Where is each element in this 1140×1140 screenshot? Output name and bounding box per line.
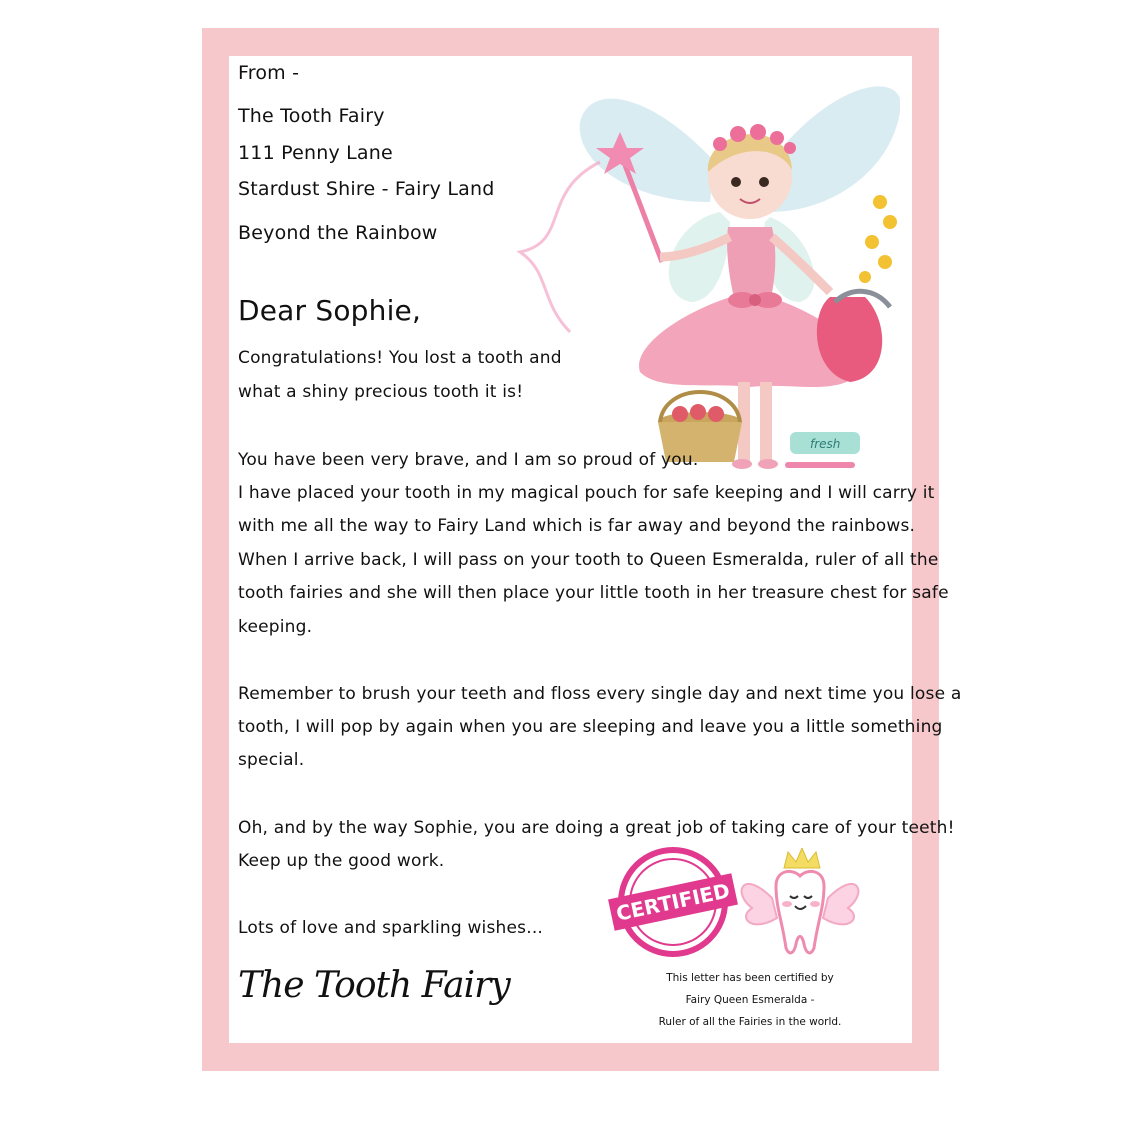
paragraph-line: When I arrive back, I will pass on your tooth to Queen Esmeralda, ruler of all the <box>238 550 939 570</box>
paragraph-line: You have been very brave, and I am so proud of you. <box>238 450 699 470</box>
paragraph-line: keeping. <box>238 617 313 637</box>
tooth-fairy-icon <box>732 848 868 960</box>
paragraph-line: Keep up the good work. <box>238 851 445 871</box>
certification-line: This letter has been certified by <box>666 972 834 984</box>
certification-line: Fairy Queen Esmeralda - <box>685 994 815 1006</box>
crown-icon <box>784 848 820 868</box>
sender-region: Beyond the Rainbow <box>238 222 438 244</box>
toothpaste-label: fresh <box>810 437 841 451</box>
sender-locality: Stardust Shire - Fairy Land <box>238 178 495 200</box>
paragraph-line: special. <box>238 750 305 770</box>
paragraph-line: I have placed your tooth in my magical pouch for safe keeping and I will carry it <box>238 483 935 503</box>
signature: The Tooth Fairy <box>238 965 510 1006</box>
paragraph-line: tooth fairies and she will then place your little tooth in her treasure chest for safe <box>238 583 949 603</box>
certification-line: Ruler of all the Fairies in the world. <box>658 1016 842 1028</box>
paragraph-line: Remember to brush your teeth and floss every single day and next time you lose a <box>238 684 962 704</box>
sender-name: The Tooth Fairy <box>238 105 385 127</box>
certified-stamp <box>608 840 738 960</box>
paragraph-line: Congratulations! You lost a tooth and <box>238 348 562 368</box>
fairy-illustration <box>480 52 900 492</box>
paragraph-line: Oh, and by the way Sophie, you are doing a great job of taking care of your teeth! <box>238 818 955 838</box>
paragraph-line: with me all the way to Fairy Land which is far away and beyond the rainbows. <box>238 516 916 536</box>
stamp-text: CERTIFIED <box>614 878 732 926</box>
sender-street: 111 Penny Lane <box>238 142 393 164</box>
paragraph-line: what a shiny precious tooth it is! <box>238 382 524 402</box>
closing: Lots of love and sparkling wishes... <box>238 918 544 938</box>
coins-icon <box>859 195 897 283</box>
from-label: From - <box>238 62 300 84</box>
greeting: Dear Sophie, <box>238 294 422 327</box>
paragraph-line: tooth, I will pop by again when you are sleeping and leave you a little something <box>238 717 943 737</box>
